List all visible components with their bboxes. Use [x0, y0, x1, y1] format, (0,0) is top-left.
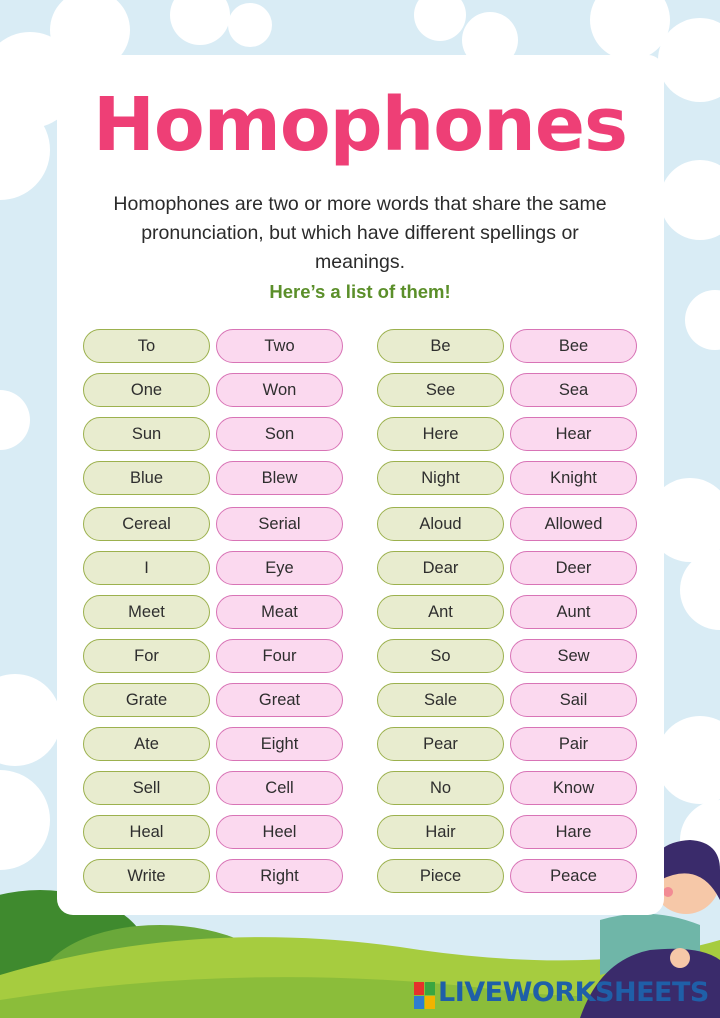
- word-pill: Deer: [510, 551, 637, 585]
- word-pill: Heel: [216, 815, 343, 849]
- word-pill: Write: [83, 859, 210, 893]
- word-pill: Meet: [83, 595, 210, 629]
- list-subtitle: Here’s a list of them!: [269, 281, 451, 302]
- word-pill: Blew: [216, 461, 343, 495]
- word-pill: Hear: [510, 417, 637, 451]
- word-pill: Pear: [377, 727, 504, 761]
- word-pill: Aunt: [510, 595, 637, 629]
- word-pill: Bee: [510, 329, 637, 363]
- word-pill: Sew: [510, 639, 637, 673]
- word-pill: One: [83, 373, 210, 407]
- word-pill: Meat: [216, 595, 343, 629]
- word-pill: Won: [216, 373, 343, 407]
- intro-text: Homophones are two or more words that share the same pronunciation, but which have different spellings or meanings.: [113, 193, 607, 273]
- word-pill: Four: [216, 639, 343, 673]
- word-pill: Ate: [83, 727, 210, 761]
- word-pill: Serial: [216, 507, 343, 541]
- word-pill: See: [377, 373, 504, 407]
- word-pill: Dear: [377, 551, 504, 585]
- word-pill: Cereal: [83, 507, 210, 541]
- word-pill: So: [377, 639, 504, 673]
- word-pill: Cell: [216, 771, 343, 805]
- word-pill: Eight: [216, 727, 343, 761]
- word-pill: Be: [377, 329, 504, 363]
- liveworksheets-logo-icon: [414, 982, 436, 1010]
- word-pill: Son: [216, 417, 343, 451]
- word-pill: Piece: [377, 859, 504, 893]
- word-pill: Ant: [377, 595, 504, 629]
- word-pill: Hare: [510, 815, 637, 849]
- word-pill: Sea: [510, 373, 637, 407]
- word-pill: Right: [216, 859, 343, 893]
- word-pill: Blue: [83, 461, 210, 495]
- word-pill: Sail: [510, 683, 637, 717]
- word-pill: To: [83, 329, 210, 363]
- word-pill: Heal: [83, 815, 210, 849]
- word-pill: No: [377, 771, 504, 805]
- word-pill: For: [83, 639, 210, 673]
- word-pill: Here: [377, 417, 504, 451]
- word-pill: Sale: [377, 683, 504, 717]
- word-pill: Sell: [83, 771, 210, 805]
- word-pill: Great: [216, 683, 343, 717]
- word-pill: Knight: [510, 461, 637, 495]
- word-pill: Two: [216, 329, 343, 363]
- word-pill: Eye: [216, 551, 343, 585]
- word-pill: Know: [510, 771, 637, 805]
- word-pill: Sun: [83, 417, 210, 451]
- liveworksheets-watermark: LIVEWORKSHEETS: [438, 977, 709, 1008]
- word-pill: Grate: [83, 683, 210, 717]
- word-pill: Hair: [377, 815, 504, 849]
- word-pill: Aloud: [377, 507, 504, 541]
- word-pill: Allowed: [510, 507, 637, 541]
- word-pill: I: [83, 551, 210, 585]
- word-pill: Peace: [510, 859, 637, 893]
- page-title: Homophones: [92, 82, 628, 168]
- word-pill: Night: [377, 461, 504, 495]
- word-pill: Pair: [510, 727, 637, 761]
